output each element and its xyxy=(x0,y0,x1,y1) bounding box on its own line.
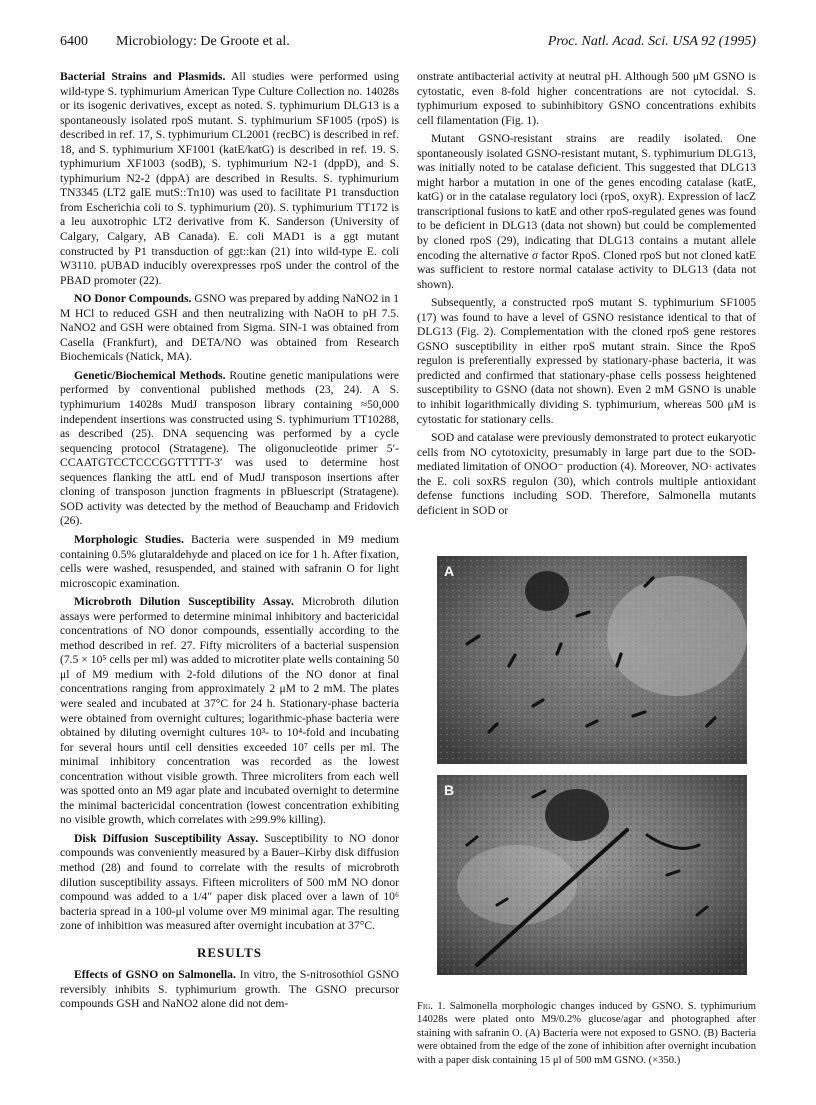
section-heading: Genetic/Biochemical Methods. xyxy=(74,368,226,382)
micrograph-b xyxy=(437,775,747,975)
paragraph: onstrate antibacterial activity at neutral pH. Although 500 μM GSNO is cytostatic, even 8-fold higher concentrations are not cytocidal. S. typhimurium exposed to subinhibitory GSNO concentrations exhibits cell filamentation (Fig. 1). xyxy=(417,70,756,127)
right-column xyxy=(417,70,756,522)
section-strains xyxy=(60,70,399,288)
section-text: All studies were performed using wild-type S. typhimurium American Type Culture Collection no. 14028s or its isogenic derivatives, except as noted. S. typhimurium DLG13 is a spontaneously isolated rpoS mutant. S. typhimurium SF1005 (rpoS) is described in ref. 17, S. typhimurium CL2001 (recBC) is described in ref. 18, and S. typhimurium XF1001 (katE/katG) is described in ref. 19. S. typhimurium XF1003 (sodB), S. typhimurium N2-1 (dppD), and S. typhimurium N2-2 (dppA) are described in Results. S. typhimurium TN3345 (LT2 galE mutS::Tn10) was used to facilitate P1 transduction from Escherichia coli to S. typhimurium (20). S. typhimurium TT172 is a leu auxotrophic LT2 derivative from K. Sanderson (University of Calgary, Calgary, AB Canada). E. coli MAD1 is a ggt mutant constructed by P1 transduction of ggt::kan (21) into wild-type E. coli W3110. pUBAD inducibly overexpresses rpoS under the control of the PBAD promoter (22). xyxy=(60,70,399,287)
section-gsno-effects xyxy=(60,968,399,1012)
left-column xyxy=(60,70,399,1016)
paragraph: Mutant GSNO-resistant strains are readily isolated. One spontaneously isolated GSNO-resistant mutant, S. typhimurium DLG13, was initially noted to be catalase deficient. This suggested that DLG13 might harbor a mutation in one of the genes encoding catalase (katE, katG) or in the catalase regulatory loci (rpoS, oxyR). Expression of lacZ transcriptional fusions to katE and other rpoS-regulated genes was found to be deficient in DLG13 (data not shown) but could be complemented by cloned rpoS (29), indicating that DLG13 contains a mutant allele encoding the alternative σ factor RpoS. Cloned rpoS but not cloned katE was sufficient to restore normal catalase activity to DLG13 (data not shown). xyxy=(417,132,756,291)
panel-a-label: A xyxy=(444,563,455,579)
caption-label: Fig. 1. xyxy=(417,1001,446,1012)
figure-panel-b xyxy=(437,775,747,975)
paragraph: SOD and catalase were previously demonstrated to protect eukaryotic cells from NO cytotoxicity, presumably in large part due to the SOD-mediated limitation of ONOO⁻ production (4). Moreover, NO· activates the E. coli soxRS regulon (30), which controls multiple antioxidant defense functions including SOD. Therefore, Salmonella mutants deficient in SOD or xyxy=(417,431,756,517)
section-heading: Bacterial Strains and Plasmids. xyxy=(60,70,226,83)
section-heading: Disk Diffusion Susceptibility Assay. xyxy=(74,831,259,845)
micrograph-a xyxy=(437,556,747,764)
section-heading: Effects of GSNO on Salmonella. xyxy=(74,968,236,982)
section-text: Susceptibility to NO donor compounds was conveniently measured by a Bauer–Kirby disk diffusion method (28) and found to correlate with the results of microbroth dilution susceptibility assays. Fifteen microliters of 500 mM NO donor compound was added to a 1/4″ paper disk placed over a lawn of 10⁶ bacteria spread in a 100-μl volume over M9 minimal agar. The resulting zone of inhibition was measured after overnight incubation at 37°C. xyxy=(60,831,399,933)
section-text: Routine genetic manipulations were performed by conventional published methods (23, 24). A S. typhimurium 14028s MudJ transposon library containing ≈50,000 independent insertions was constructed using S. typhimurium TT10288, as described (25). DNA sequencing was performed by a cycle sequencing protocol (Stratagene). The oligonucleotide primer 5′-CCAATGTCCTCCCGGTTTTT-3′ was used to determine host sequences flanking the attL end of MudJ transposon insertions after cloning of transposon junction fragments in pBluescript (Stratagene). SOD activity was detected by the method of Beauchamp and Fridovich (26). xyxy=(60,368,399,528)
section-text: In vitro, the S-nitrosothiol GSNO reversibly inhibits S. typhimurium growth. The GSNO precursor compounds GSH and NaNO2 alone did not dem- xyxy=(60,968,400,1011)
section-heading: Microbroth Dilution Susceptibility Assay. xyxy=(74,595,294,609)
section-text: Microbroth dilution assays were performed to determine minimal inhibitory and bactericidal concentrations of NO donor compounds, essentially according to the method described in ref. 27. Fifty microliters of a bacterial suspension (7.5 × 10⁵ cells per ml) was added to microtiter plate wells containing 50 μl of M9 medium with 2-fold dilutions of the NO donor at final concentrations ranging from approximately 2 μM to 2 mM. The plates were sealed and incubated at 37°C for 24 h. Stationary-phase bacteria were obtained from overnight cultures; logarithmic-phase bacteria were obtained by diluting overnight cultures 10³- to 10⁴-fold and incubating for several hours until cell densities exceeded 10⁷ cells per ml. The minimal inhibitory concentration was recorded as the lowest concentration without visible growth. Three microliters from each well was spotted onto an M9 agar plate and incubated overnight to determine the minimal bactericidal concentration (lowest concentration exhibiting no visible growth, which correlates with ≥99.9% killing). xyxy=(60,595,399,827)
section-heading: Morphologic Studies. xyxy=(74,532,184,546)
paragraph: Subsequently, a constructed rpoS mutant S. typhimurium SF1005 (17) was found to have a level of GSNO resistance identical to that of DLG13 (Fig. 2). Complementation with the cloned rpoS gene restores GSNO susceptibility in either rpoS mutant strain. Since the RpoS regulon is preferentially expressed by stationary-phase bacteria, it was predicted and confirmed that stationary-phase cells possess heightened susceptibility to GSNO (data not shown). Even 2 mM GSNO is unable to inhibit logarithmically dividing S. typhimurium, whereas 500 μM is cytostatic for stationary cells. xyxy=(417,296,756,426)
section-heading: NO Donor Compounds. xyxy=(74,292,192,306)
panel-b-label: B xyxy=(444,782,455,798)
section-microbroth xyxy=(60,595,399,828)
caption-text: Salmonella morphologic changes induced by GSNO. S. typhimurium 14028s were plated onto M9/0.2% glucose/agar and photographed after staining with safranin O. (A) Bacteria were not exposed to GSNO. (B) Bacteria were obtained from the edge of the zone of inhibition after overnight incubation with a paper disk containing 15 μl of 500 mM GSNO. (×350.) xyxy=(417,1001,756,1066)
journal-citation: Proc. Natl. Acad. Sci. USA 92 (1995) xyxy=(547,34,756,49)
section-morphologic xyxy=(60,533,399,591)
section-text: GSNO was prepared by adding NaNO2 in 1 M HCl to reduced GSH and then neutralizing with NaOH to pH 7.5. NaNO2 and GSH were obtained from Sigma. SIN-1 was obtained from Casella (Frankfurt), and DETA/NO was obtained from Research Biochemicals (Natick, MA). xyxy=(60,292,399,364)
figure-caption xyxy=(417,1000,756,1067)
results-heading: RESULTS xyxy=(196,944,263,960)
section-text: Bacteria were suspended in M9 medium containing 0.5% glutaraldehyde and placed on ice for 1 h. After fixation, cells were washed, resuspended, and stained with safranin O for light microscopic examination. xyxy=(60,532,400,590)
section-no-donors xyxy=(60,292,399,365)
section-disk-diffusion xyxy=(60,832,399,934)
figure-panel-a xyxy=(437,556,747,764)
page-header-left: 6400 Microbiology: De Groote et al. xyxy=(60,34,290,49)
section-genetic-methods xyxy=(60,369,399,529)
